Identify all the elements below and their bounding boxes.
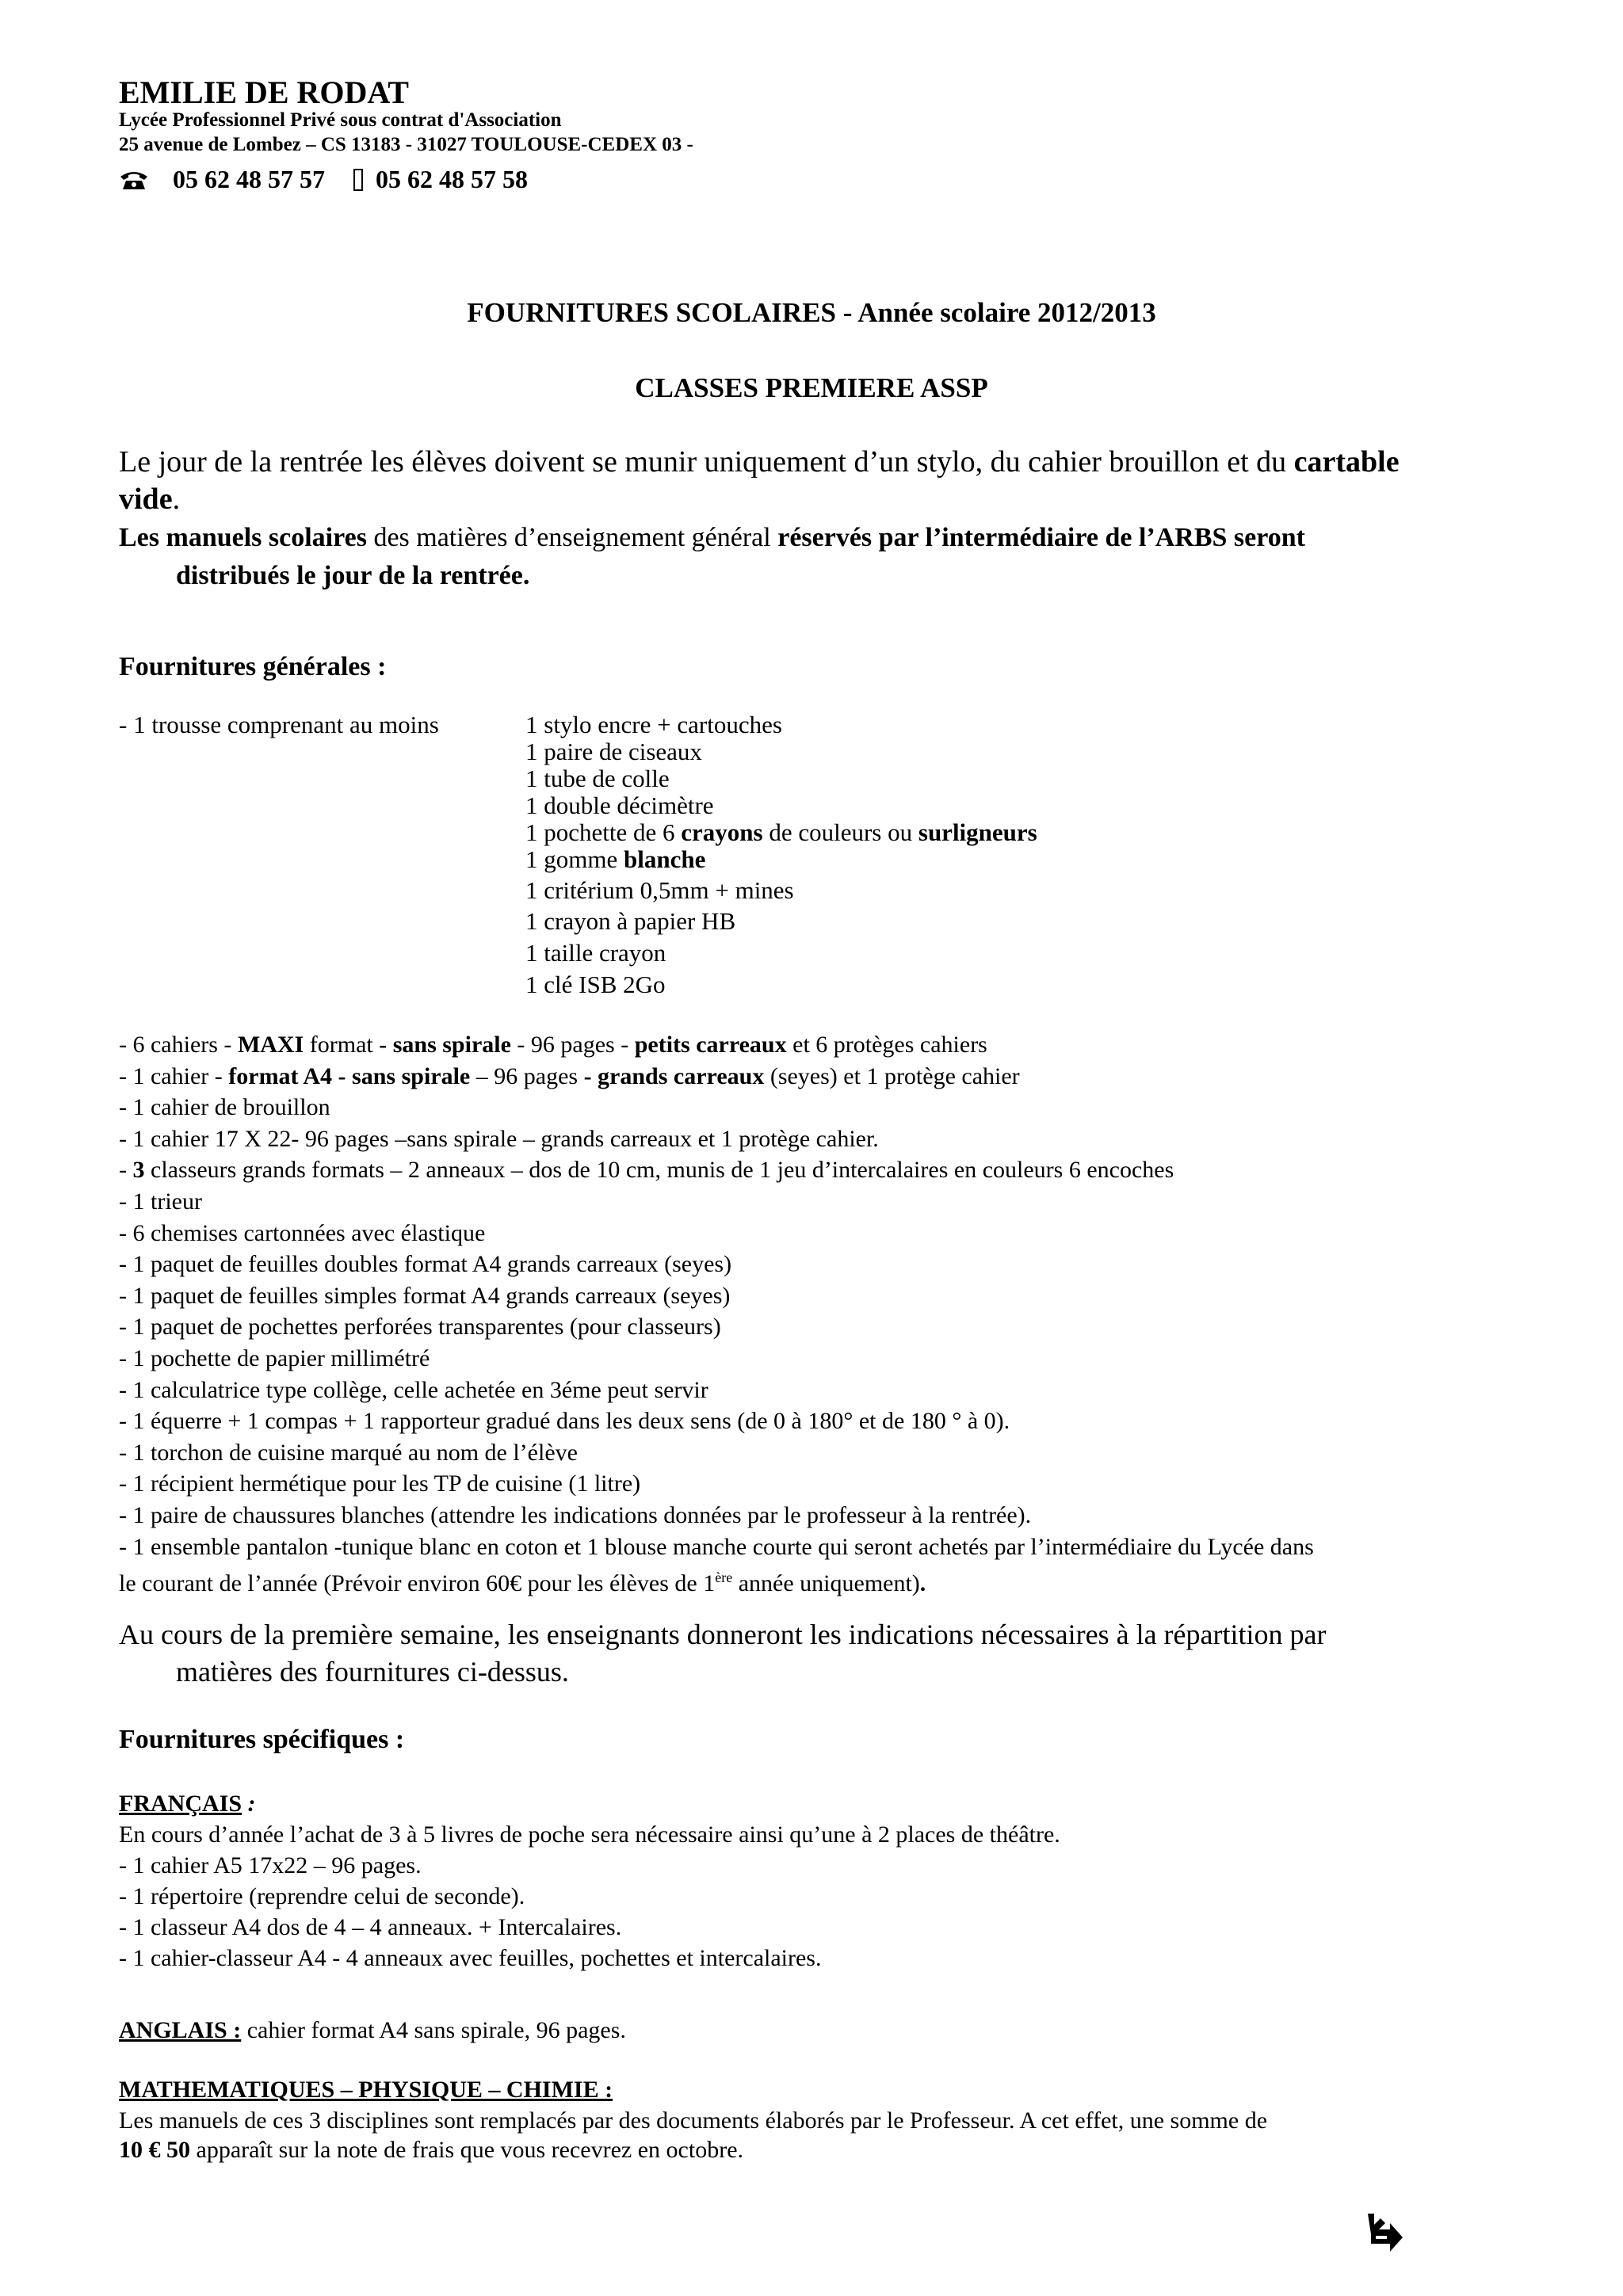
school-name: EMILIE DE RODAT [119, 74, 409, 110]
list-item [525, 818, 1037, 847]
list-item: 1 crayon à papier HB [525, 907, 736, 935]
intro-bold-cartable: cartable [1293, 445, 1400, 479]
list-item [119, 1029, 1545, 1061]
anglais-text: cahier format A4 sans spirale, 96 pages. [241, 2017, 626, 2043]
maths-text-a: Les manuels de ces 3 disciplines sont remplacés par des documents élaborés par le Professeur. A cet effet, une somme de [119, 2107, 1268, 2134]
heading-francais [119, 1791, 256, 1817]
heading-fournitures-generales: Fournitures générales : [119, 652, 387, 681]
list-item [525, 845, 705, 874]
francais-list [119, 1819, 1060, 1974]
bold: format A4 - sans spirale [228, 1062, 471, 1089]
text: et 6 protèges cahiers [786, 1032, 987, 1058]
francais-label: FRANÇAIS [119, 1791, 242, 1817]
text: – 96 pages [470, 1062, 584, 1089]
telephone-icon [119, 169, 149, 191]
intro-paragraph [119, 444, 1529, 518]
turn-page-arrow-icon [1363, 2210, 1407, 2255]
maths-text-b: apparaît sur la note de frais que vous recevrez en octobre. [190, 2137, 744, 2163]
intro-tail: . [172, 482, 181, 516]
text: - 6 cahiers - [119, 1032, 238, 1058]
list-item: - 1 trieur [119, 1188, 202, 1215]
bold: - sans spirale [379, 1032, 511, 1058]
maths-amount: 10 € 50 [119, 2137, 190, 2163]
list-item: - 1 torchon de cuisine marqué au nom de l’élève [119, 1439, 578, 1466]
pochette-bold-surligneurs: surligneurs [918, 818, 1037, 846]
text: année uniquement) [732, 1570, 920, 1597]
list-item [119, 1562, 1545, 1600]
fax-number: 05 62 48 57 58 [376, 165, 528, 193]
repartition-line2: matières des fournitures ci-dessus. [176, 1656, 569, 1688]
bold: petits carreaux [634, 1032, 787, 1058]
list-item: 1 clé ISB 2Go [525, 971, 666, 998]
heading-fournitures-specifiques: Fournitures spécifiques : [119, 1725, 405, 1754]
list-item: 1 critérium 0,5mm + mines [525, 876, 794, 904]
list-item: - 1 classeur A4 dos de 4 – 4 anneaux. + Intercalaires. [119, 1914, 622, 1940]
manuels-text: des matières d’enseignement général [366, 523, 778, 552]
list-item: - 6 chemises cartonnées avec élastique [119, 1219, 486, 1246]
superscript: ère [715, 1569, 733, 1586]
list-item: - 1 cahier 17 X 22- 96 pages –sans spirale – grands carreaux et 1 protège cahier. [119, 1125, 879, 1152]
maths-paragraph [119, 2106, 1545, 2164]
list-item: 1 tube de colle [525, 765, 670, 792]
gomme-bold: blanche [624, 845, 706, 873]
text: (seyes) et 1 protège cahier [764, 1062, 1020, 1089]
manuels-bold-c: distribués le jour de la rentrée. [176, 561, 530, 590]
manuels-bold-b: réservés par l’intermédiaire de l’ARBS seront [777, 523, 1305, 552]
list-item: 1 stylo encre + cartouches [525, 711, 782, 738]
anglais-line [119, 2017, 626, 2044]
text: le courant de l’année (Prévoir environ 60€ pour les élèves de 1 [119, 1570, 716, 1597]
text: - 96 pages - [510, 1032, 635, 1058]
list-item: 1 paire de ciseaux [525, 738, 702, 765]
list-item [119, 1154, 1545, 1186]
intro-text: Le jour de la rentrée les élèves doivent se munir uniquement d’un stylo, du cahier brouillon et du [119, 445, 1294, 479]
list-item: - 1 cahier de brouillon [119, 1094, 330, 1121]
manuels-bold-a: Les manuels scolaires [119, 523, 367, 552]
list-item: - 1 cahier-classeur A4 - 4 anneaux avec feuilles, pochettes et intercalaires. [119, 1945, 822, 1971]
list-item: - 1 équerre + 1 compas + 1 rapporteur gradué dans les deux sens (de 0 à 180° et de 180 ° à 0). [119, 1408, 1010, 1435]
pochette-text: 1 pochette de 6 [525, 818, 682, 846]
phone-number: 05 62 48 57 57 [173, 165, 325, 193]
fournitures-generales-list [119, 1029, 1545, 1600]
text: classeurs grands formats – 2 anneaux – dos de 10 cm, munis de 1 jeu d’intercalaires en couleurs 6 encoches [144, 1157, 1174, 1184]
list-item: - 1 paquet de pochettes perforées transparentes (pour classeurs) [119, 1314, 721, 1341]
gomme-text: 1 gomme [525, 845, 624, 873]
francais-colon: : [242, 1791, 256, 1817]
list-item: En cours d’année l’achat de 3 à 5 livres de poche sera nécessaire ainsi qu’une à 2 places de théâtre. [119, 1821, 1060, 1848]
list-item [119, 1061, 1545, 1093]
heading-mathematiques: MATHEMATIQUES – PHYSIQUE – CHIMIE : [119, 2077, 613, 2103]
text: - 1 cahier - [119, 1062, 229, 1089]
contact-row [119, 165, 528, 194]
list-item: - 1 calculatrice type collège, celle achetée en 3éme peut servir [119, 1376, 708, 1403]
list-item: - 1 pochette de papier millimétré [119, 1344, 430, 1371]
anglais-label: ANGLAIS : [119, 2017, 242, 2043]
list-item: - 1 récipient hermétique pour les TP de cuisine (1 litre) [119, 1470, 641, 1497]
list-item: - 1 répertoire (reprendre celui de seconde). [119, 1883, 525, 1909]
pochette-bold-crayons: crayons [681, 818, 763, 846]
document-title: FOURNITURES SCOLAIRES - Année scolaire 2012/2013 [467, 297, 1156, 328]
list-item: - 1 ensemble pantalon -tunique blanc en coton et 1 blouse manche courte qui seront achetés par l’intermédiaire du Lycée dans [119, 1533, 1314, 1560]
fax-icon [353, 169, 363, 191]
text: format [304, 1032, 380, 1058]
list-item: - 1 paquet de feuilles simples format A4 grands carreaux (seyes) [119, 1282, 731, 1309]
intro-bold-vide: vide [119, 482, 173, 516]
trousse-label: - 1 trousse comprenant au moins [119, 711, 439, 738]
list-item: - 1 cahier A5 17x22 – 96 pages. [119, 1852, 422, 1878]
list-item: 1 double décimètre [525, 791, 714, 819]
repartition-line1: Au cours de la première semaine, les enseignants donneront les indications nécessaires à la répartition par [119, 1619, 1327, 1650]
school-address: 25 avenue de Lombez – CS 13183 - 31027 TOULOUSE-CEDEX 03 - [119, 134, 693, 155]
pochette-mid: de couleurs ou [762, 818, 918, 846]
bold: - grands carreaux [583, 1062, 765, 1089]
list-item: 1 taille crayon [525, 939, 666, 967]
list-item: - 1 paquet de feuilles doubles format A4 grands carreaux (seyes) [119, 1251, 732, 1278]
repartition-paragraph [119, 1616, 1545, 1691]
bold: . [919, 1570, 926, 1597]
manuels-paragraph [119, 519, 1529, 595]
text: - [119, 1157, 133, 1184]
class-title: CLASSES PREMIERE ASSP [635, 372, 988, 403]
bold: MAXI [237, 1032, 304, 1058]
list-item: - 1 paire de chaussures blanches (attendre les indications données par le professeur à la rentrée). [119, 1501, 1032, 1528]
bold: 3 [132, 1157, 145, 1184]
school-subtitle: Lycée Professionnel Privé sous contrat d'Association [119, 109, 562, 131]
